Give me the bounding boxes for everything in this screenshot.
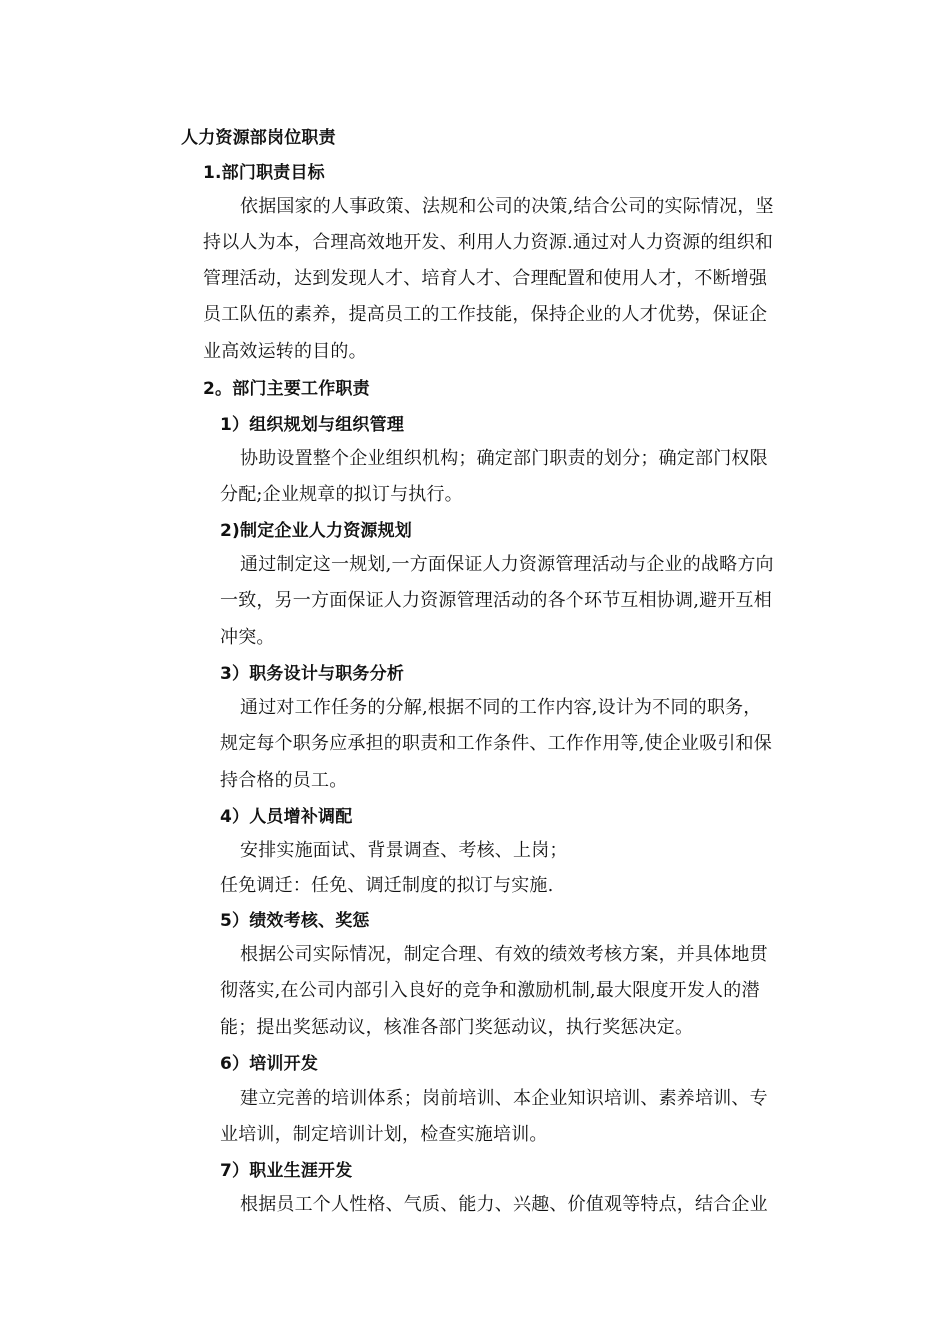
paragraph-line: 彻落实,在公司内部引入良好的竞争和激励机制,最大限度开发人的潜: [220, 980, 760, 1001]
paragraph-line: 根据公司实际情况，制定合理、有效的绩效考核方案，并具体地贯: [240, 944, 768, 965]
item-heading: 5）绩效考核、奖惩: [220, 911, 370, 931]
item-heading: 1）组织规划与组织管理: [220, 415, 405, 435]
section-heading: 1.部门职责目标: [203, 163, 325, 183]
item-heading: 6）培训开发: [220, 1054, 319, 1074]
paragraph-line: 依据国家的人事政策、法规和公司的决策,结合公司的实际情况，坚: [240, 196, 774, 217]
paragraph-line: 业高效运转的目的。: [203, 341, 367, 362]
paragraph-line: 通过对工作任务的分解,根据不同的工作内容,设计为不同的职务，: [240, 697, 762, 718]
paragraph-line: 管理活动，达到发现人才、培育人才、合理配置和使用人才，不断增强: [203, 268, 768, 289]
paragraph-line: 持合格的员工。: [220, 770, 348, 791]
paragraph-line: 员工队伍的素养，提高员工的工作技能，保持企业的人才优势，保证企: [203, 304, 768, 325]
paragraph-line: 通过制定这一规划,一方面保证人力资源管理活动与企业的战略方向: [240, 554, 774, 575]
paragraph-line: 一致，另一方面保证人力资源管理活动的各个环节互相协调,避开互相: [220, 590, 772, 611]
page-title: 人力资源部岗位职责: [181, 128, 336, 148]
item-heading: 7）职业生涯开发: [220, 1161, 353, 1181]
paragraph-line: 业培训，制定培训计划，检查实施培训。: [220, 1124, 548, 1145]
item-heading: 2)制定企业人力资源规划: [220, 521, 412, 541]
paragraph-line: 建立完善的培训体系；岗前培训、本企业知识培训、素养培训、专: [240, 1088, 768, 1109]
paragraph-line: 冲突。: [220, 627, 275, 648]
section-heading: 2。部门主要工作职责: [203, 379, 370, 399]
paragraph-line: 能；提出奖惩动议，核准各部门奖惩动议，执行奖惩决定。: [220, 1017, 694, 1038]
item-heading: 4）人员增补调配: [220, 807, 353, 827]
paragraph-line: 持以人为本，合理高效地开发、利用人力资源.通过对人力资源的组织和: [203, 232, 774, 253]
paragraph-line: 分配;企业规章的拟订与执行。: [220, 484, 463, 505]
paragraph-line: 安排实施面试、背景调查、考核、上岗；: [240, 840, 568, 861]
paragraph-line: 协助设置整个企业组织机构；确定部门职责的划分；确定部门权限: [240, 448, 768, 469]
item-heading: 3）职务设计与职务分析: [220, 664, 405, 684]
paragraph-line: 根据员工个人性格、气质、能力、兴趣、价值观等特点，结合企业: [240, 1194, 768, 1215]
paragraph-line: 任免调迁：任免、调迁制度的拟订与实施.: [220, 875, 554, 896]
paragraph-line: 规定每个职务应承担的职责和工作条件、工作作用等,使企业吸引和保: [220, 733, 772, 754]
